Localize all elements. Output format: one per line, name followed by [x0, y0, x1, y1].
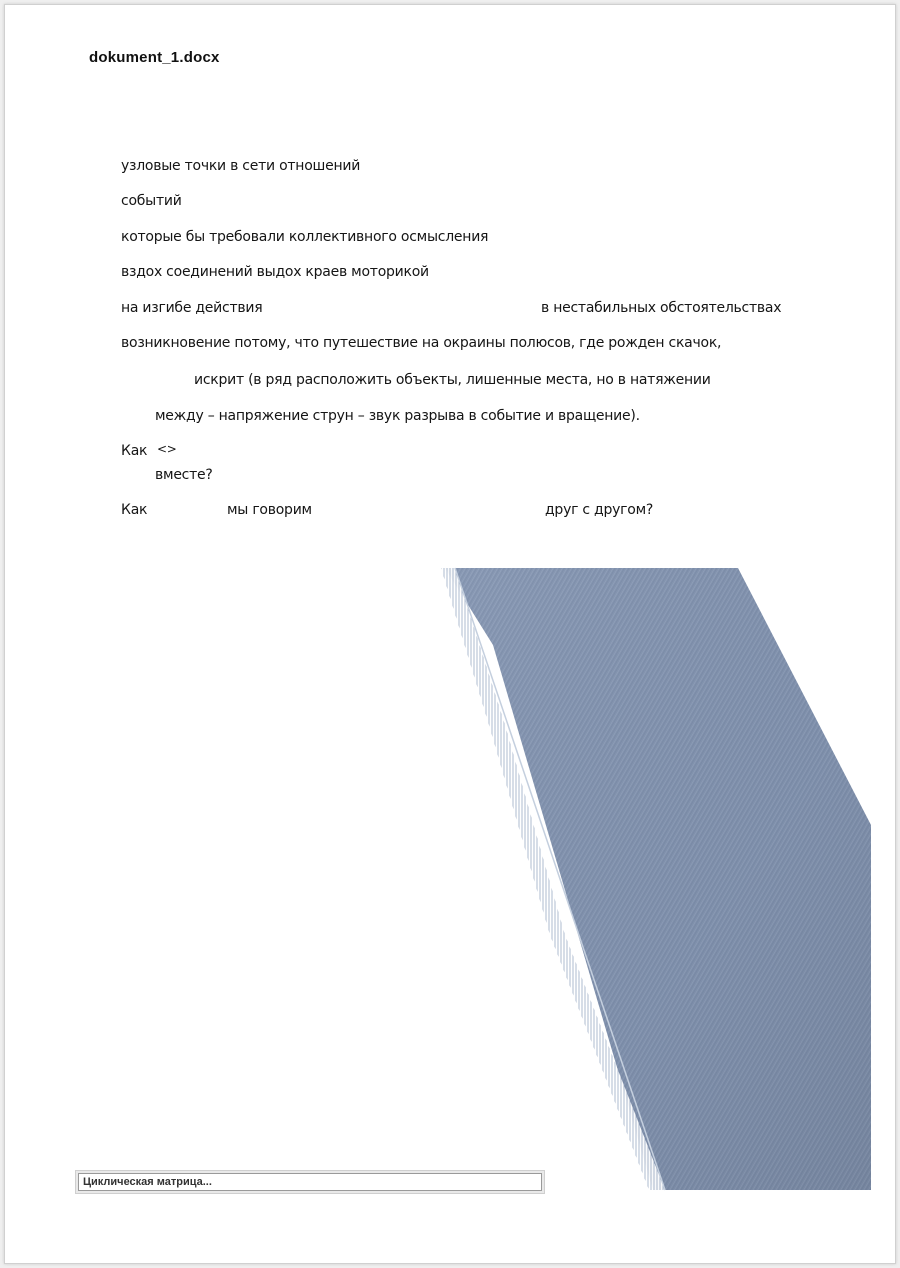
text-line-3: которые бы требовали коллективного осмысления [121, 229, 489, 245]
text-line-6: возникновение потому, что путешествие на окраины полюсов, где рожден скачок, [121, 335, 722, 351]
text-line-11a: Как [121, 502, 148, 518]
text-line-10: вместе? [155, 467, 213, 483]
text-line-9b: <> [157, 442, 177, 456]
text-line-1: узловые точки в сети отношений [121, 158, 361, 174]
fabric-strip-image [5, 5, 895, 1263]
text-line-4: вздох соединений выдох краев моторикой [121, 264, 429, 280]
caption-textbox[interactable] [75, 1170, 545, 1194]
text-line-5a: на изгибе действия [121, 300, 263, 316]
document-page [4, 4, 896, 1264]
text-line-8: между – напряжение струн – звук разрыва в событие и вращение). [155, 408, 640, 424]
document-title: dokument_1.docx [89, 49, 220, 66]
text-line-11b: мы говорим [227, 502, 312, 518]
text-line-11c: друг с другом? [545, 502, 654, 518]
caption-textbox-value[interactable]: Циклическая матрица... [78, 1173, 542, 1191]
text-line-7: искрит (в ряд расположить объекты, лишенные места, но в натяжении [194, 372, 711, 388]
text-line-5b: в нестабильных обстоятельствах [541, 300, 782, 316]
text-line-2: событий [121, 193, 182, 209]
text-line-9a: Как [121, 443, 148, 459]
